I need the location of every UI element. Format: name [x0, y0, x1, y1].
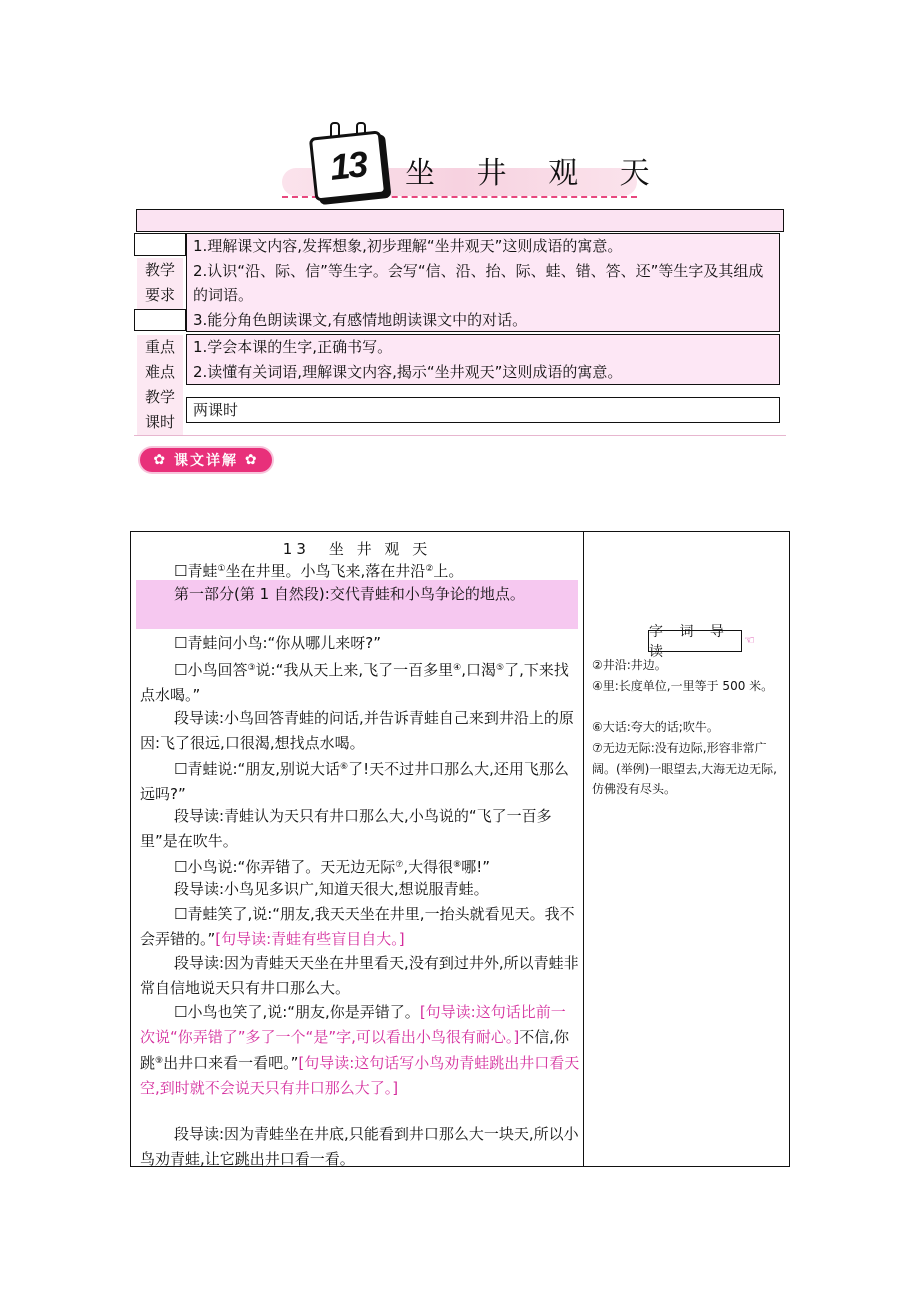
part-1-summary: 第一部分(第 1 自然段):交代青蛙和小鸟争论的地点。 — [174, 585, 525, 603]
sentence-guide-note: [句导读:这句话写小鸟劝青蛙跳出井口看天空,到时就不会说天只有井口那么大了。] — [140, 1054, 580, 1097]
requirement-item: 3.能分角色朗读课文,有感情地朗读课文中的对话。 — [193, 310, 528, 329]
lesson-title: 13 坐 井 观 天 — [282, 540, 432, 558]
requirements-content — [186, 233, 780, 332]
paragraph-8: 段导读:小鸟见多识广,知道天很大,想说服青蛙。 — [174, 880, 489, 898]
paragraph-10: 段导读:因为青蛙天天坐在井里看天,没有到过井外,所以青蛙非常自信地说天只有井口那么大。 — [140, 954, 579, 997]
glossary-item: ④里:长度单位,一里等于 500 米。 — [592, 679, 774, 693]
requirements-label: 教学 要求 — [137, 258, 183, 310]
label-cell-bottom — [134, 309, 186, 331]
paragraph-4: 段导读:小鸟回答青蛙的问话,并告诉青蛙自己来到井沿上的原因:飞了很远,口很渴,想找点水喝。 — [140, 709, 574, 752]
glossary-item: ⑥大话:夸大的话;吹牛。 — [592, 720, 719, 734]
key-point-item: 2.读懂有关词语,理解课文内容,揭示“坐井观天”这则成语的寓意。 — [193, 362, 623, 381]
paragraph-12: 段导读:因为青蛙坐在井底,只能看到井口那么大一块天,所以小鸟劝青蛙,让它跳出井口看一看。 — [140, 1125, 579, 1168]
paragraph-7: ☐小鸟说:“你弄错了。天无边无际⑦,大得很⑧哪!” — [174, 858, 491, 876]
glossary-header: 字 词 导 读 — [648, 630, 742, 652]
key-point-item: 1.学会本课的生字,正确书写。 — [193, 338, 393, 356]
hours-content: 两课时 — [186, 397, 780, 423]
column-divider — [583, 531, 584, 1167]
requirement-item: 1.理解课文内容,发挥想象,初步理解“坐井观天”这则成语的寓意。 — [193, 237, 623, 255]
star-icon: ✿ — [153, 452, 174, 468]
objectives-table — [134, 233, 786, 436]
paragraph-3: ☐小鸟回答③说:“我从天上来,飞了一百多里④,口渴⑤了,下来找点水喝。” — [140, 661, 569, 704]
objectives-header-row — [136, 209, 784, 232]
paragraph-5: ☐青蛙说:“朋友,别说大话⑥了!天不过井口那么大,还用飞那么远吗?” — [140, 760, 569, 803]
requirement-item: 2.认识“沿、际、信”等生字。会写“信、沿、抬、际、蛙、错、答、还”等生字及其组成的词语。 — [193, 261, 764, 304]
label-cell-top — [134, 233, 186, 256]
paragraph-2: ☐青蛙问小鸟:“你从哪儿来呀?” — [174, 634, 382, 652]
paragraph-1: ☐青蛙①坐在井里。小鸟飞来,落在井沿②上。 — [174, 562, 464, 580]
star-icon: ✿ — [238, 452, 259, 468]
paragraph-6: 段导读:青蛙认为天只有井口那么大,小鸟说的“飞了一百多里”是在吹牛。 — [140, 807, 552, 850]
paragraph-11: ☐小鸟也笑了,说:“朋友,你是弄错了。[句导读:这句话比前一次说“你弄错了”多了一个“是”字,可以看出小鸟很有耐心。]不信,你跳⑨出井口来看一看吧。”[句导读:这句话写小鸟劝青蛙跳出井口看天空,到时就不会说天只有井口那么大了。] — [140, 1003, 580, 1097]
pointing-hand-icon: ☜ — [744, 633, 755, 647]
page-title: 坐 井 观 天 — [405, 156, 666, 191]
hours-label: 教学 课时 — [137, 385, 183, 435]
key-points-label: 重点 难点 — [137, 335, 183, 385]
key-points-content — [186, 334, 780, 385]
paragraph-9: ☐青蛙笑了,说:“朋友,我天天坐在井里,一抬头就看见天。我不会弄错的。”[句导读:青蛙有些盲目自大。] — [140, 905, 575, 948]
sentence-guide-note: [句导读:青蛙有些盲目自大。] — [215, 929, 405, 948]
glossary-item: ⑦无边无际:没有边际,形容非常广阔。(举例)一眼望去,大海无边无际,仿佛没有尽头。 — [592, 741, 777, 796]
sentence-guide-note: [句导读:这句话比前一次说“你弄错了”多了一个“是”字,可以看出小鸟很有耐心。] — [140, 1003, 566, 1046]
lesson-number-badge: 13 — [309, 130, 387, 201]
glossary-item: ②井沿:井边。 — [592, 658, 667, 672]
section-tag: ✿ 课文详解 ✿ — [140, 448, 272, 472]
